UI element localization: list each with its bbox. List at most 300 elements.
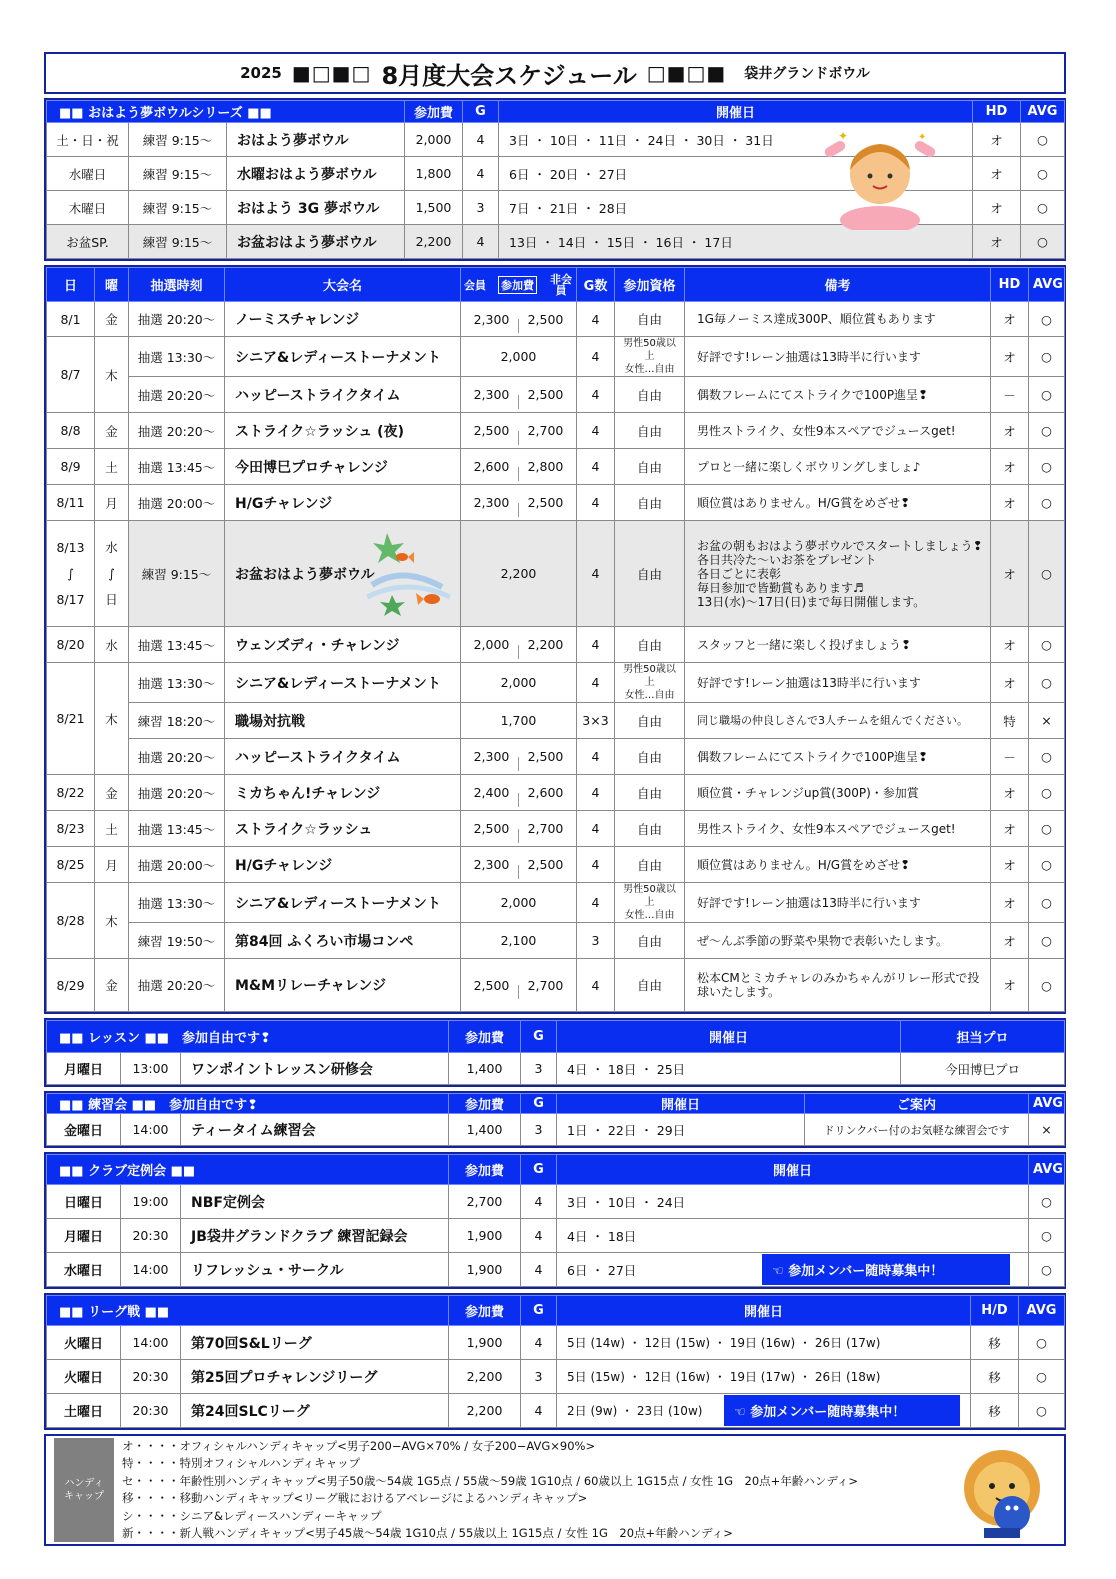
time: 練習 18:20～ xyxy=(129,703,225,739)
time: 抽選 20:20～ xyxy=(129,739,225,775)
event-name: ストライク☆ラッシュ xyxy=(225,811,461,847)
day: 木曜日 xyxy=(47,191,129,225)
event-name: NBF定例会 xyxy=(181,1185,449,1219)
morning-header xyxy=(47,101,1065,123)
dates: 1日 ・ 22日 ・ 29日 xyxy=(557,1114,805,1146)
fee-member: 2,300 xyxy=(473,387,510,402)
qualification xyxy=(615,337,685,377)
date: 8/21 xyxy=(47,663,95,775)
games: 3 xyxy=(521,1053,557,1085)
hd: オ xyxy=(991,302,1029,337)
table-row xyxy=(47,485,1065,521)
event-name: ノーミスチャレンジ xyxy=(225,302,461,337)
games: 4 xyxy=(463,157,499,191)
qualification: 自由 xyxy=(615,485,685,521)
fee-nonmember: 2,500 xyxy=(527,495,564,510)
legend-lines xyxy=(122,1438,858,1543)
hd: － xyxy=(991,739,1029,775)
table-row xyxy=(47,703,1065,739)
fee-member: 2,600 xyxy=(473,459,510,474)
dow: 土 xyxy=(95,449,129,485)
lesson-header xyxy=(47,1021,1065,1053)
club-header-g: G xyxy=(521,1155,557,1185)
fee: 1,400 xyxy=(449,1114,521,1146)
fee: 1,800 xyxy=(405,157,463,191)
note-line: 各日共冷た～いお茶をプレゼント xyxy=(697,552,877,567)
note: 偶数フレームにてストライクで100P進呈❢ xyxy=(685,377,991,413)
event-name: リフレッシュ・サークル xyxy=(181,1253,449,1287)
qualification-line-2: 女性…自由 xyxy=(624,910,675,921)
table-row xyxy=(47,413,1065,449)
day: 火曜日 xyxy=(47,1326,121,1360)
note-line: 松本CMとミカチャレのみかちゃんがリレー形式で投 xyxy=(697,971,980,985)
note: 好評です!レーン抽選は13時半に行います xyxy=(685,337,991,377)
practice-header-name: ■■ 練習会 ■■ 参加自由です❢ xyxy=(47,1094,449,1114)
time: 20:30 xyxy=(121,1219,181,1253)
fee-nonmember: 2,200 xyxy=(527,637,564,652)
header-nonmember: 非会員 xyxy=(550,272,572,297)
date: 8/8 xyxy=(47,413,95,449)
header-games: G数 xyxy=(577,268,615,302)
table-row xyxy=(47,1326,1065,1360)
fee: 2,200 xyxy=(449,1394,521,1428)
hd: 移 xyxy=(971,1326,1019,1360)
time: 14:00 xyxy=(121,1326,181,1360)
dow: 月 xyxy=(95,485,129,521)
avg: ○ xyxy=(1029,959,1065,1012)
table-row xyxy=(47,775,1065,811)
schedule-page xyxy=(44,52,1066,1546)
time: 抽選 20:20～ xyxy=(129,302,225,337)
avg: ○ xyxy=(1019,1394,1065,1428)
fee: 2,000 xyxy=(461,883,577,923)
table-row xyxy=(47,1360,1065,1394)
title-squares-left: ■□■□ xyxy=(291,61,372,85)
header-fee: 参加費 xyxy=(498,276,537,294)
table-row xyxy=(47,811,1065,847)
date: 8/11 xyxy=(47,485,95,521)
fee: 1,700 xyxy=(461,703,577,739)
dates-cell xyxy=(557,1394,971,1428)
practice-header xyxy=(47,1094,1065,1114)
table-row xyxy=(47,847,1065,883)
time: 14:00 xyxy=(121,1253,181,1287)
time: 抽選 20:00～ xyxy=(129,847,225,883)
morning-header-date: 開催日 xyxy=(499,101,973,123)
morning-header-hd: HD xyxy=(973,101,1021,123)
games: 3 xyxy=(521,1360,557,1394)
fee-nonmember: 2,500 xyxy=(527,749,564,764)
time: 抽選 20:20～ xyxy=(129,775,225,811)
fee: 2,000 xyxy=(405,123,463,157)
league-header-name: ■■ リーグ戦 ■■ xyxy=(47,1296,449,1326)
legend-line: 特・・・・特別オフィシャルハンディキャップ xyxy=(122,1456,361,1470)
table-row xyxy=(47,521,1065,627)
time: 抽選 13:45～ xyxy=(129,811,225,847)
table-row xyxy=(47,1394,1065,1428)
note: 男性ストライク、女性9本スペアでジュースget! xyxy=(685,413,991,449)
note: スタッフと一緒に楽しく投げましょう❢ xyxy=(685,627,991,663)
event-name: シニア&レディーストーナメント xyxy=(225,883,461,923)
morning-header-fee: 参加費 xyxy=(405,101,463,123)
games: 4 xyxy=(577,847,615,883)
dow: 金 xyxy=(95,775,129,811)
time: 練習 19:50～ xyxy=(129,923,225,959)
league-header xyxy=(47,1296,1065,1326)
games: 4 xyxy=(577,739,615,775)
avg: ○ xyxy=(1029,663,1065,703)
qualification xyxy=(615,883,685,923)
date-range-mark: ∫ xyxy=(67,565,74,581)
legend-label-line: キャップ xyxy=(64,1491,104,1502)
date: 8/9 xyxy=(47,449,95,485)
date-end: 8/17 xyxy=(56,591,85,607)
table-row xyxy=(47,1219,1065,1253)
dates: 4日 ・ 18日 ・ 25日 xyxy=(557,1053,901,1085)
club-header xyxy=(47,1155,1065,1185)
avg: ○ xyxy=(1021,157,1065,191)
table-row xyxy=(47,377,1065,413)
day: お盆SP. xyxy=(47,225,129,259)
lesson-header-date: 開催日 xyxy=(557,1021,901,1053)
hd: オ xyxy=(991,775,1029,811)
lesson-header-pro: 担当プロ xyxy=(901,1021,1065,1053)
club-header-fee: 参加費 xyxy=(449,1155,521,1185)
hd: 移 xyxy=(971,1394,1019,1428)
event-name: ワンポイントレッスン研修会 xyxy=(181,1053,449,1085)
event-name: お盆おはよう夢ボウル xyxy=(227,225,405,259)
recruit-banner xyxy=(762,1254,1010,1285)
hd: オ xyxy=(973,191,1021,225)
qualification: 自由 xyxy=(615,811,685,847)
hd: オ xyxy=(973,225,1021,259)
time: 14:00 xyxy=(121,1114,181,1146)
qualification-line-2: 女性…自由 xyxy=(624,364,675,375)
dow: 金 xyxy=(95,302,129,337)
games: 3 xyxy=(521,1114,557,1146)
games: 4 xyxy=(577,521,615,627)
games: 4 xyxy=(577,337,615,377)
fee: 1,400 xyxy=(449,1053,521,1085)
event-name: おはよう夢ボウル xyxy=(227,123,405,157)
day: 月曜日 xyxy=(47,1219,121,1253)
hd: オ xyxy=(991,847,1029,883)
fee-member: 2,500 xyxy=(473,423,510,438)
pro-name: 今田博巳プロ xyxy=(901,1053,1065,1085)
header-dow: 曜 xyxy=(95,268,129,302)
avg: ○ xyxy=(1029,739,1065,775)
event-name: おはよう 3G 夢ボウル xyxy=(227,191,405,225)
avg: ○ xyxy=(1029,775,1065,811)
time: 抽選 13:30～ xyxy=(129,663,225,703)
handicap-legend xyxy=(44,1434,1066,1546)
games: 4 xyxy=(577,663,615,703)
date-start: 8/13 xyxy=(56,539,85,555)
dow: 木 xyxy=(95,337,129,413)
dates: 3日 ・ 10日 ・ 24日 xyxy=(557,1185,1029,1219)
practice-header-g: G xyxy=(521,1094,557,1114)
event-name: ハッピーストライクタイム xyxy=(225,377,461,413)
date xyxy=(47,521,95,627)
fee-nonmember: 2,600 xyxy=(527,785,564,800)
avg: ○ xyxy=(1021,123,1065,157)
svg-text:✦: ✦ xyxy=(838,129,849,143)
dates: 6日 ・ 20日 ・ 27日 xyxy=(499,157,973,191)
table-row xyxy=(47,1053,1065,1085)
fee: 1,900 xyxy=(449,1219,521,1253)
note xyxy=(685,959,991,1012)
avg: ○ xyxy=(1019,1326,1065,1360)
avg: × xyxy=(1029,703,1065,739)
fee: 1,900 xyxy=(449,1326,521,1360)
fee: 2,200 xyxy=(449,1360,521,1394)
avg: ○ xyxy=(1029,1253,1065,1287)
note-line: お盆の朝もおはよう夢ボウルでスタートしましょう❢ xyxy=(697,538,983,553)
svg-text:✦: ✦ xyxy=(918,132,927,143)
day: 土・日・祝 xyxy=(47,123,129,157)
qualification xyxy=(615,663,685,703)
qualification-line-1: 男性50歳以上 xyxy=(623,664,676,688)
games: 3 xyxy=(577,923,615,959)
fee-nonmember: 2,500 xyxy=(527,387,564,402)
dates: 6日 ・ 27日 xyxy=(567,1262,637,1278)
note: 順位賞はありません。H/G賞をめざせ❢ xyxy=(685,485,991,521)
note: 好評です!レーン抽選は13時半に行います xyxy=(685,883,991,923)
note: プロと一緒に楽しくボウリングしましょ♪ xyxy=(685,449,991,485)
games: 4 xyxy=(577,627,615,663)
games: 3 xyxy=(463,191,499,225)
note-line: 各日ごとに表彰 xyxy=(697,566,782,581)
title-year: 2025 xyxy=(240,64,282,82)
note: 偶数フレームにてストライクで100P進呈❢ xyxy=(685,739,991,775)
time: 13:00 xyxy=(121,1053,181,1085)
time: 練習 9:15～ xyxy=(129,191,227,225)
fee-nonmember: 2,700 xyxy=(527,821,564,836)
title-main: 8月度大会スケジュール xyxy=(381,61,637,90)
event-name: 第84回 ふくろい市場コンペ xyxy=(225,923,461,959)
hd: オ xyxy=(991,413,1029,449)
time: 抽選 20:20～ xyxy=(129,413,225,449)
dow: 水 xyxy=(95,627,129,663)
games: 3×3 xyxy=(577,703,615,739)
avg: ○ xyxy=(1029,1219,1065,1253)
header-date: 日 xyxy=(47,268,95,302)
hd: － xyxy=(991,377,1029,413)
date: 8/1 xyxy=(47,302,95,337)
table-row xyxy=(47,923,1065,959)
qualification: 自由 xyxy=(615,959,685,1012)
practice-header-fee: 参加費 xyxy=(449,1094,521,1114)
table-row xyxy=(47,1253,1065,1287)
practice-header-date: 開催日 xyxy=(557,1094,805,1114)
table-row xyxy=(47,337,1065,377)
note: ぜ～んぶ季節の野菜や果物で表彰いたします。 xyxy=(685,923,991,959)
dow-start: 水 xyxy=(105,539,118,555)
games: 4 xyxy=(577,302,615,337)
fee-member: 2,400 xyxy=(473,785,510,800)
time: 20:30 xyxy=(121,1394,181,1428)
club-header-date: 開催日 xyxy=(557,1155,1029,1185)
fee-nonmember: 2,700 xyxy=(527,977,564,993)
qualification: 自由 xyxy=(615,703,685,739)
event-name: ストライク☆ラッシュ (夜) xyxy=(225,413,461,449)
time: 抽選 13:45～ xyxy=(129,627,225,663)
fee-member: 2,300 xyxy=(473,857,510,872)
event-name: H/Gチャレンジ xyxy=(225,847,461,883)
schedule-header xyxy=(47,268,1065,302)
legend-line: セ・・・・年齢性別ハンディキャップ<男子50歳～54歳 1G5点 / 55歳～59歳 1G10点 / 60歳以上 1G15点 / 女性 1G 20点+年齢ハンディ> xyxy=(122,1473,859,1488)
time: 19:00 xyxy=(121,1185,181,1219)
dow: 土 xyxy=(95,811,129,847)
morning-header-g: G xyxy=(463,101,499,123)
hd: オ xyxy=(991,627,1029,663)
lesson-section xyxy=(44,1018,1066,1087)
event-name: 第24回SLCリーグ xyxy=(181,1394,449,1428)
event-name: M&Mリレーチャレンジ xyxy=(225,959,461,1012)
event-name-cell xyxy=(225,521,461,627)
club-header-avg: AVG xyxy=(1029,1155,1065,1185)
table-row xyxy=(47,302,1065,337)
lion-mascot-illustration xyxy=(954,1442,1054,1542)
time: 抽選 20:20～ xyxy=(129,377,225,413)
lesson-header-g: G xyxy=(521,1021,557,1053)
header-draw: 抽選時刻 xyxy=(129,268,225,302)
table-row xyxy=(47,449,1065,485)
date: 8/20 xyxy=(47,627,95,663)
tournament-schedule-section xyxy=(44,265,1066,1014)
avg: ○ xyxy=(1029,883,1065,923)
event-name: 第25回プロチャレンジリーグ xyxy=(181,1360,449,1394)
dow-range-mark: ∫ xyxy=(108,565,115,581)
pointing-hand-icon: ☜ xyxy=(772,1264,789,1279)
date: 8/29 xyxy=(47,959,95,1012)
qualification: 自由 xyxy=(615,302,685,337)
note-line: 13日(水)～17日(日)まで毎日開催します。 xyxy=(697,594,926,609)
avg: ○ xyxy=(1029,413,1065,449)
hd: オ xyxy=(991,959,1029,1012)
day: 水曜日 xyxy=(47,157,129,191)
time: 抽選 20:20～ xyxy=(129,959,225,1012)
event-name: シニア&レディーストーナメント xyxy=(225,663,461,703)
event-name: H/Gチャレンジ xyxy=(225,485,461,521)
games: 4 xyxy=(577,775,615,811)
qualification: 自由 xyxy=(615,739,685,775)
day: 水曜日 xyxy=(47,1253,121,1287)
qualification: 自由 xyxy=(615,923,685,959)
date: 8/23 xyxy=(47,811,95,847)
header-fee-group xyxy=(461,268,577,302)
avg: × xyxy=(1029,1114,1065,1146)
qualification: 自由 xyxy=(615,377,685,413)
dates: 3日 ・ 10日 ・ 11日 ・ 24日 ・ 30日 ・ 31日 xyxy=(499,123,973,157)
time: 20:30 xyxy=(121,1360,181,1394)
qualification-line-1: 男性50歳以上 xyxy=(623,884,676,908)
event-name: 第70回S&Lリーグ xyxy=(181,1326,449,1360)
morning-header-name: ■■ おはよう夢ボウルシリーズ ■■ xyxy=(47,101,405,123)
dow: 木 xyxy=(95,883,129,959)
avg: ○ xyxy=(1029,449,1065,485)
qualification: 自由 xyxy=(615,847,685,883)
time: 抽選 13:45～ xyxy=(129,449,225,485)
dates: 2日 (9w) ・ 23日 (10w) xyxy=(567,1404,703,1418)
event-name: ミカちゃん!チャレンジ xyxy=(225,775,461,811)
event-name: 水曜おはよう夢ボウル xyxy=(227,157,405,191)
games: 4 xyxy=(463,225,499,259)
games: 4 xyxy=(577,413,615,449)
hd: オ xyxy=(991,485,1029,521)
event-name: ハッピーストライクタイム xyxy=(225,739,461,775)
table-row xyxy=(47,883,1065,923)
club-section xyxy=(44,1152,1066,1289)
table-row xyxy=(47,627,1065,663)
qualification: 自由 xyxy=(615,627,685,663)
header-note: 備考 xyxy=(685,268,991,302)
recruit-banner xyxy=(724,1395,960,1426)
lesson-header-fee: 参加費 xyxy=(449,1021,521,1053)
header-name: 大会名 xyxy=(225,268,461,302)
date: 8/28 xyxy=(47,883,95,959)
event-name: JB袋井グランドクラブ 練習記録会 xyxy=(181,1219,449,1253)
games: 4 xyxy=(521,1253,557,1287)
avg: ○ xyxy=(1021,191,1065,225)
hd: 移 xyxy=(971,1360,1019,1394)
header-member: 会員 xyxy=(464,278,486,292)
hd: オ xyxy=(973,123,1021,157)
date: 8/25 xyxy=(47,847,95,883)
date: 8/7 xyxy=(47,337,95,413)
dow: 金 xyxy=(95,959,129,1012)
qualification: 自由 xyxy=(615,521,685,627)
games: 4 xyxy=(577,959,615,1012)
recruit-text: 参加メンバー随時募集中！ xyxy=(750,1405,906,1420)
dates: 4日 ・ 18日 xyxy=(557,1219,1029,1253)
fee: 2,000 xyxy=(461,337,577,377)
fee-nonmember: 2,500 xyxy=(527,311,564,327)
page-title xyxy=(44,52,1066,94)
hd: オ xyxy=(991,449,1029,485)
games: 4 xyxy=(521,1394,557,1428)
hd: オ xyxy=(991,521,1029,627)
fee-nonmember: 2,500 xyxy=(527,857,564,872)
avg: ○ xyxy=(1021,225,1065,259)
time: 練習 9:15～ xyxy=(129,225,227,259)
day: 土曜日 xyxy=(47,1394,121,1428)
dates: 7日 ・ 21日 ・ 28日 xyxy=(499,191,973,225)
dates: 5日 (14w) ・ 12日 (15w) ・ 19日 (16w) ・ 26日 (17w) xyxy=(557,1326,971,1360)
fee: 2,000 xyxy=(461,663,577,703)
goldfish-maple-illustration xyxy=(362,525,452,621)
table-row xyxy=(47,1114,1065,1146)
cheerful-woman-illustration xyxy=(818,128,944,230)
hd: オ xyxy=(991,923,1029,959)
league-header-date: 開催日 xyxy=(557,1296,971,1326)
avg: ○ xyxy=(1029,485,1065,521)
event-name: 職場対抗戦 xyxy=(225,703,461,739)
fee: 2,200 xyxy=(461,521,577,627)
practice-header-info: ご案内 xyxy=(805,1094,1029,1114)
league-section xyxy=(44,1293,1066,1430)
games: 4 xyxy=(521,1326,557,1360)
info: ドリンクバー付のお気軽な練習会です xyxy=(805,1114,1029,1146)
fee-nonmember: 2,700 xyxy=(527,423,564,438)
fee: 1,900 xyxy=(449,1253,521,1287)
legend-line: オ・・・・オフィシャルハンディキャップ<男子200−AVG×70% / 女子200−AVG×90%> xyxy=(122,1438,596,1453)
hd: オ xyxy=(991,811,1029,847)
note: 男性ストライク、女性9本スペアでジュースget! xyxy=(685,811,991,847)
fee-member: 2,300 xyxy=(473,749,510,764)
note: 順位賞・チャレンジup賞(300P)・参加賞 xyxy=(685,775,991,811)
fee: 2,700 xyxy=(449,1185,521,1219)
